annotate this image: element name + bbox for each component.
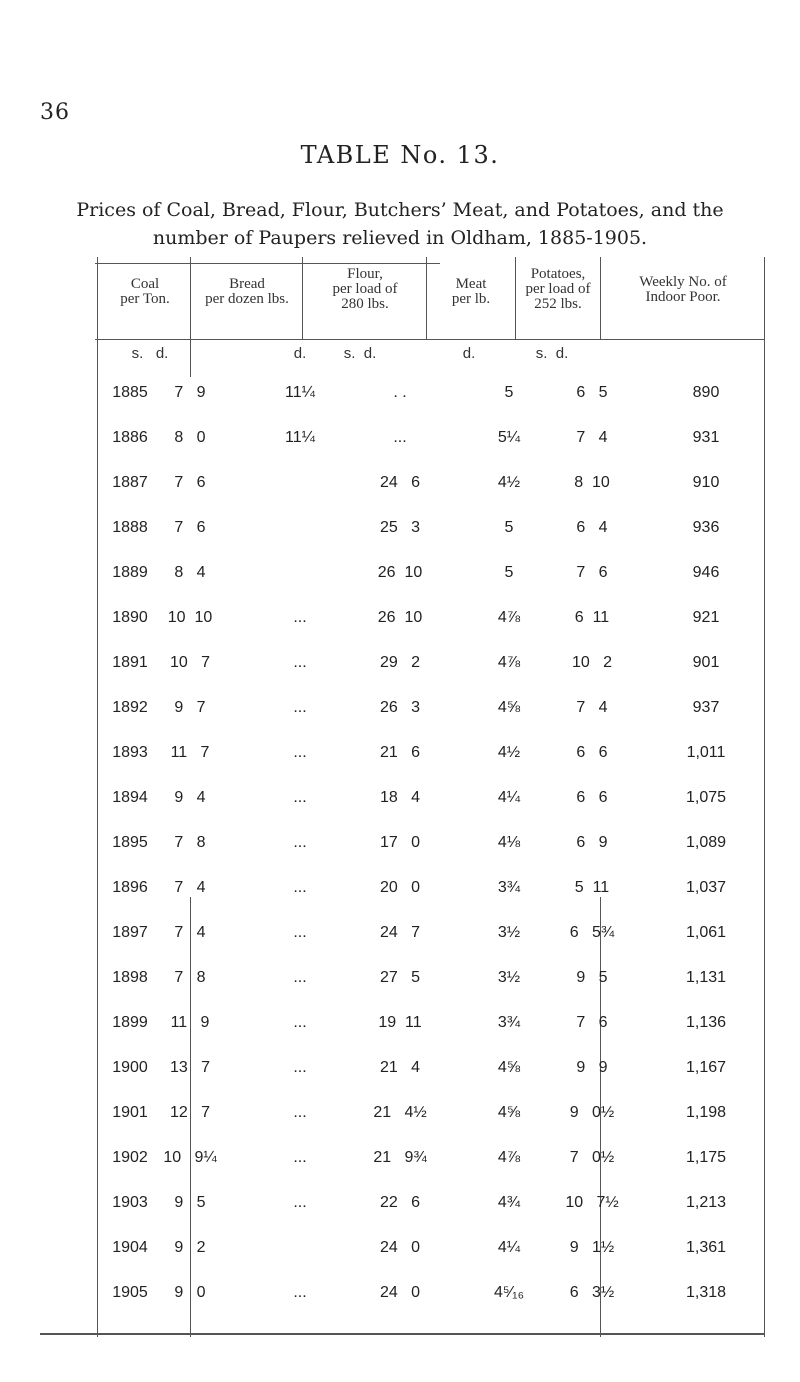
cell-flour: 21 9¾ [373, 1149, 427, 1166]
cell-meat: 4½ [497, 474, 521, 491]
cell-flour: 19 11 [378, 1014, 422, 1031]
cell-meat: 4¼ [497, 1239, 521, 1256]
cell-potatoes: 10 7½ [565, 1194, 619, 1211]
cell-meat: 3¾ [497, 879, 521, 896]
cell-year: 1894 [112, 789, 148, 806]
cell-potatoes: 7 6 [576, 1014, 608, 1031]
header-potatoes: Potatoes, per load of 252 lbs. [525, 266, 591, 312]
cell-potatoes: 9 1½ [569, 1239, 615, 1256]
cell-poor: 1,361 [685, 1239, 727, 1256]
cell-poor: 937 [692, 699, 720, 716]
cell-poor: 1,175 [685, 1149, 727, 1166]
table-row [40, 423, 765, 453]
cell-flour: 24 0 [379, 1284, 421, 1301]
cell-bread: ... [293, 1194, 307, 1211]
cell-bread: ... [293, 744, 307, 761]
cell-potatoes: 7 4 [576, 429, 608, 446]
table-row [40, 1053, 765, 1083]
cell-meat: 4¼ [497, 789, 521, 806]
table-row [40, 918, 765, 948]
table-row [40, 648, 765, 678]
cell-meat: 4¾ [497, 1194, 521, 1211]
cell-year: 1898 [112, 969, 148, 986]
unit-potatoes: s. d. [535, 345, 569, 362]
cell-flour: 17 0 [379, 834, 421, 851]
cell-flour: ... [393, 429, 407, 446]
cell-coal: 7 4 [174, 879, 206, 896]
cell-coal: 8 0 [174, 429, 206, 446]
header-flour: Flour, per load of 280 lbs. [332, 266, 398, 312]
cell-bread: ... [293, 1149, 307, 1166]
cell-year: 1903 [112, 1194, 148, 1211]
cell-meat: 3½ [497, 924, 521, 941]
header-coal: Coal per Ton. [120, 276, 170, 307]
cell-bread: ... [293, 924, 307, 941]
table-row [40, 603, 765, 633]
cell-year: 1885 [112, 384, 148, 401]
cell-year: 1904 [112, 1239, 148, 1256]
cell-year: 1891 [112, 654, 148, 671]
cell-potatoes: 5 11 [574, 879, 610, 896]
table-row [40, 1008, 765, 1038]
table-row [40, 963, 765, 993]
cell-bread: 11¼ [285, 429, 315, 446]
cell-meat: 4⅞ [497, 1149, 521, 1166]
cell-bread: ... [293, 834, 307, 851]
cell-meat: 5 [504, 384, 514, 401]
table-row [40, 468, 765, 498]
cell-coal: 13 7 [169, 1059, 211, 1076]
cell-meat: 3½ [497, 969, 521, 986]
cell-year: 1890 [112, 609, 148, 626]
cell-poor: 1,136 [685, 1014, 727, 1031]
cell-bread: ... [293, 654, 307, 671]
unit-flour: s. d. [343, 345, 377, 362]
cell-poor: 936 [692, 519, 720, 536]
table-row [40, 1143, 765, 1173]
table-row [40, 738, 765, 768]
table-row [40, 783, 765, 813]
cell-flour: 26 3 [379, 699, 421, 716]
cell-coal: 7 9 [174, 384, 206, 401]
table-row [40, 378, 765, 408]
cell-poor: 946 [692, 564, 720, 581]
cell-flour: 21 4 [379, 1059, 421, 1076]
cell-flour: 22 6 [379, 1194, 421, 1211]
cell-bread: ... [293, 789, 307, 806]
cell-coal: 11 7 [170, 744, 210, 761]
cell-coal: 10 10 [167, 609, 213, 626]
table-row [40, 693, 765, 723]
cell-year: 1897 [112, 924, 148, 941]
cell-flour: 20 0 [379, 879, 421, 896]
cell-potatoes: 7 6 [576, 564, 608, 581]
cell-poor: 1,198 [685, 1104, 727, 1121]
cell-coal: 9 0 [174, 1284, 206, 1301]
cell-year: 1899 [112, 1014, 148, 1031]
cell-potatoes: 8 10 [574, 474, 610, 491]
cell-flour: 24 6 [379, 474, 421, 491]
cell-year: 1892 [112, 699, 148, 716]
cell-coal: 8 4 [174, 564, 206, 581]
cell-potatoes: 7 4 [576, 699, 608, 716]
cell-bread: ... [293, 969, 307, 986]
cell-flour: 24 0 [379, 1239, 421, 1256]
cell-meat: 3¾ [497, 1014, 521, 1031]
cell-potatoes: 6 9 [576, 834, 608, 851]
cell-meat: 4⁵⁄₁₆ [493, 1284, 525, 1301]
cell-coal: 11 9 [170, 1014, 210, 1031]
header-indoor-poor: Weekly No. of Indoor Poor. [639, 274, 727, 305]
cell-poor: 1,061 [685, 924, 727, 941]
cell-year: 1905 [112, 1284, 148, 1301]
price-table [40, 257, 765, 1337]
cell-meat: 5 [504, 519, 514, 536]
cell-poor: 901 [692, 654, 720, 671]
cell-coal: 10 9¼ [163, 1149, 217, 1166]
cell-meat: 4⅝ [497, 1059, 521, 1076]
table-row [40, 1278, 765, 1308]
cell-bread: ... [293, 1104, 307, 1121]
cell-flour: 24 7 [379, 924, 421, 941]
cell-coal: 9 7 [174, 699, 206, 716]
cell-flour: . . [393, 384, 407, 401]
cell-poor: 1,075 [685, 789, 727, 806]
cell-coal: 7 8 [174, 969, 206, 986]
unit-coal: s. d. [131, 345, 169, 362]
table-row [40, 1233, 765, 1263]
cell-potatoes: 6 4 [576, 519, 608, 536]
cell-potatoes: 10 2 [571, 654, 613, 671]
table-title: TABLE No. 13. [300, 141, 500, 169]
cell-flour: 25 3 [379, 519, 421, 536]
cell-poor: 910 [692, 474, 720, 491]
cell-year: 1902 [112, 1149, 148, 1166]
cell-poor: 921 [692, 609, 720, 626]
cell-bread: ... [293, 1014, 307, 1031]
cell-meat: 5¼ [497, 429, 521, 446]
cell-meat: 4⅞ [497, 654, 521, 671]
cell-bread: 11¼ [285, 384, 315, 401]
cell-bread: ... [293, 699, 307, 716]
cell-coal: 9 4 [174, 789, 206, 806]
cell-potatoes: 6 3½ [569, 1284, 615, 1301]
cell-potatoes: 6 5¾ [569, 924, 615, 941]
table-row [40, 1188, 765, 1218]
page-number: 36 [40, 100, 70, 125]
cell-meat: 4⅛ [497, 834, 521, 851]
cell-year: 1886 [112, 429, 148, 446]
header-bread: Bread per dozen lbs. [205, 276, 289, 307]
cell-year: 1895 [112, 834, 148, 851]
cell-potatoes: 6 11 [574, 609, 610, 626]
cell-meat: 4½ [497, 744, 521, 761]
cell-coal: 7 8 [174, 834, 206, 851]
cell-poor: 890 [692, 384, 720, 401]
cell-poor: 1,131 [685, 969, 727, 986]
cell-meat: 4⅝ [497, 1104, 521, 1121]
header-meat: Meat per lb. [451, 276, 491, 307]
table-caption: Prices of Coal, Bread, Flour, Butchers’ Meat, and Potatoes, and the number of Paupers relieved in Oldham, 1885-1905. [76, 199, 724, 249]
cell-year: 1896 [112, 879, 148, 896]
cell-potatoes: 6 5 [576, 384, 608, 401]
table-row [40, 1098, 765, 1128]
cell-poor: 1,089 [685, 834, 727, 851]
cell-coal: 7 6 [174, 474, 206, 491]
cell-bread: ... [293, 1284, 307, 1301]
cell-poor: 931 [692, 429, 720, 446]
cell-flour: 26 10 [377, 564, 423, 581]
cell-poor: 1,318 [685, 1284, 727, 1301]
cell-flour: 26 10 [377, 609, 423, 626]
cell-coal: 7 6 [174, 519, 206, 536]
cell-year: 1888 [112, 519, 148, 536]
cell-flour: 27 5 [379, 969, 421, 986]
cell-coal: 7 4 [174, 924, 206, 941]
cell-bread: ... [293, 609, 307, 626]
cell-meat: 4⅝ [497, 699, 521, 716]
cell-potatoes: 6 6 [576, 789, 608, 806]
cell-flour: 21 4½ [373, 1104, 427, 1121]
unit-meat: d. [462, 345, 476, 362]
table-row [40, 873, 765, 903]
cell-bread: ... [293, 1059, 307, 1076]
cell-flour: 21 6 [379, 744, 421, 761]
cell-poor: 1,037 [685, 879, 727, 896]
cell-meat: 4⅞ [497, 609, 521, 626]
cell-bread: ... [293, 879, 307, 896]
cell-coal: 12 7 [169, 1104, 211, 1121]
cell-poor: 1,011 [686, 744, 726, 761]
cell-year: 1893 [112, 744, 148, 761]
cell-potatoes: 7 0½ [569, 1149, 615, 1166]
cell-year: 1900 [112, 1059, 148, 1076]
cell-coal: 10 7 [169, 654, 211, 671]
table-row [40, 558, 765, 588]
table-row [40, 513, 765, 543]
cell-flour: 29 2 [379, 654, 421, 671]
cell-potatoes: 9 9 [576, 1059, 608, 1076]
cell-meat: 5 [504, 564, 514, 581]
cell-year: 1887 [112, 474, 148, 491]
cell-potatoes: 6 6 [576, 744, 608, 761]
cell-year: 1901 [112, 1104, 148, 1121]
cell-flour: 18 4 [379, 789, 421, 806]
cell-year: 1889 [112, 564, 148, 581]
cell-potatoes: 9 0½ [569, 1104, 615, 1121]
cell-potatoes: 9 5 [576, 969, 608, 986]
table-row [40, 828, 765, 858]
cell-poor: 1,213 [685, 1194, 727, 1211]
cell-coal: 9 5 [174, 1194, 206, 1211]
cell-poor: 1,167 [685, 1059, 727, 1076]
unit-bread: d. [293, 345, 307, 362]
cell-coal: 9 2 [174, 1239, 206, 1256]
